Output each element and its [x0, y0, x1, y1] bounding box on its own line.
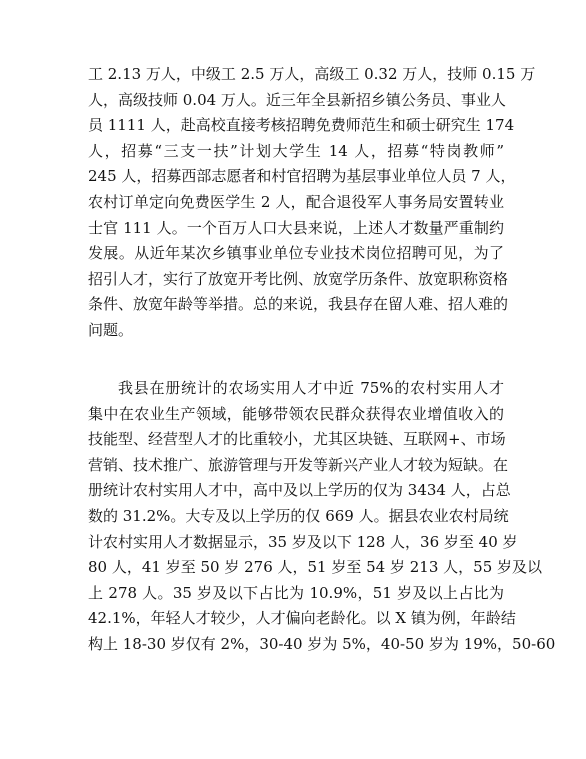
- text-line: 上 278 人。35 岁及以下占比为 10.9%，51 岁及以上占比为: [88, 583, 504, 602]
- text-line: 技能型、经营型人才的比重较小，尤其区块链、互联网+、市场: [88, 430, 506, 449]
- text-line: 构上 18-30 岁仅有 2%，30-40 岁为 5%，40-50 岁为 19%，50-60: [88, 634, 556, 653]
- text-line: 条件、放宽年龄等举措。总的来说，我县存在留人难、招人难的: [88, 295, 509, 314]
- text-line: 问题。: [88, 320, 134, 339]
- text-line: 数的 31.2%。大专及以上学历的仅 669 人。据县农业农村局统: [88, 506, 509, 525]
- text-line: 集中在农业生产领域，能够带领农民群众获得农业增值收入的: [88, 404, 504, 423]
- text-line: 发展。从近年某次乡镇事业单位专业技术岗位招聘可见，为了: [88, 244, 504, 263]
- text-line: 工 2.13 万人，中级工 2.5 万人，高级工 0.32 万人，技师 0.15 万: [88, 65, 536, 83]
- paragraph-rural-talent-statistics: [88, 376, 556, 658]
- text-line: 士官 111 人。一个百万人口大县来说，上述人才数量严重制约: [88, 218, 504, 237]
- text-line: 招引人才，实行了放宽开考比例、放宽学历条件、放宽职称资格: [88, 269, 509, 288]
- text-line: 42.1%，年轻人才较少，人才偏向老龄化。以 X 镇为例，年龄结: [88, 609, 516, 628]
- text-line: 计农村实用人才数据显示，35 岁及以下 128 人，36 岁至 40 岁: [88, 532, 518, 551]
- text-line: 册统计农村实用人才中，高中及以上学历的仅为 3434 人，占总: [88, 481, 511, 500]
- text-line: 我县在册统计的农场实用人才中近 75%的农村实用人才: [118, 379, 504, 397]
- paragraph-talent-recruitment: [88, 62, 536, 344]
- text-line: 农村订单定向免费医学生 2 人，配合退役军人事务局安置转业: [88, 192, 504, 211]
- text-line: 人，招募“三支一扶”计划大学生 14 人，招募“特岗教师”: [88, 141, 504, 160]
- text-line: 245 人，招募西部志愿者和村官招聘为基层事业单位人员 7 人，: [88, 167, 516, 186]
- text-line: 营销、技术推广、旅游管理与开发等新兴产业人才较为短缺。在: [88, 455, 509, 474]
- text-line: 人，高级技师 0.04 万人。近三年全县新招乡镇公务员、事业人: [88, 90, 506, 109]
- text-line: 80 人，41 岁至 50 岁 276 人，51 岁至 54 岁 213 人，55 岁及以: [88, 558, 543, 577]
- text-line: 员 1111 人，赴高校直接考核招聘免费师范生和硕士研究生 174: [88, 116, 515, 135]
